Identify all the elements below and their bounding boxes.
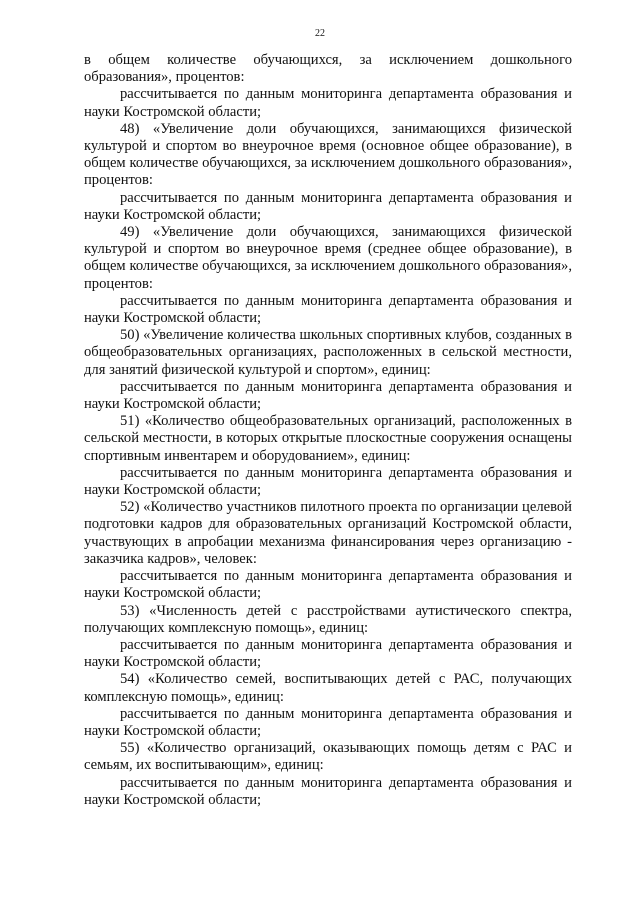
paragraph-item-49: 49) «Увеличение доли обучающихся, занимающихся физической культурой и спортом во внеурочное время (среднее общее образование), в общем количестве обучающихся, за исключением дошкольного образования», процентов: [84, 224, 572, 292]
paragraph-item-50: 50) «Увеличение количества школьных спортивных клубов, созданных в общеобразовательных организациях, расположенных в сельской местности, для занятий физической культурой и спортом», единиц: [84, 327, 572, 378]
paragraph-source-note: рассчитывается по данным мониторинга департамента образования и науки Костромской области; [84, 568, 572, 602]
paragraph-source-note: рассчитывается по данным мониторинга департамента образования и науки Костромской области; [84, 705, 572, 739]
paragraph-source-note: рассчитывается по данным мониторинга департамента образования и науки Костромской области; [84, 636, 572, 671]
paragraph-item-54: 54) «Количество семей, воспитывающих детей с РАС, получающих комплексную помощь», единиц: [84, 671, 572, 705]
paragraph-source-note: рассчитывается по данным мониторинга департамента образования и науки Костромской области; [84, 378, 572, 413]
paragraph-source-note: рассчитывается по данным мониторинга департамента образования и науки Костромской области; [84, 189, 572, 223]
paragraph-source-note: рассчитывается по данным мониторинга департамента образования и науки Костромской области; [84, 292, 572, 327]
paragraph-item-55: 55) «Количество организаций, оказывающих помощь детям с РАС и семьям, их воспитывающим», единиц: [84, 740, 572, 774]
paragraph-item-52: 52) «Количество участников пилотного проекта по организации целевой подготовки кадров для образовательных организаций Костромской области, участвующих в апробации механизма финансирования через организацию - заказчика кадров», человек: [84, 499, 572, 567]
paragraph-item-53: 53) «Численность детей с расстройствами аутистического спектра, получающих комплексную помощь», единиц: [84, 602, 572, 636]
document-body [84, 52, 572, 809]
paragraph-item-51: 51) «Количество общеобразовательных организаций, расположенных в сельской местности, в которых открытые плоскостные сооружения оснащены спортивным инвентарем и оборудованием», единиц: [84, 413, 572, 464]
paragraph-source-note: рассчитывается по данным мониторинга департамента образования и науки Костромской области; [84, 774, 572, 808]
paragraph-item-48: 48) «Увеличение доли обучающихся, занимающихся физической культурой и спортом во внеурочное время (основное общее образование), в общем количестве обучающихся, за исключением дошкольного образования», процентов: [84, 120, 572, 189]
paragraph-continuation: в общем количестве обучающихся, за исключением дошкольного образования», процентов: [84, 52, 572, 86]
paragraph-source-note: рассчитывается по данным мониторинга департамента образования и науки Костромской области; [84, 464, 572, 499]
page-number: 22 [315, 28, 325, 39]
paragraph-source-note: рассчитывается по данным мониторинга департамента образования и науки Костромской области; [84, 86, 572, 120]
